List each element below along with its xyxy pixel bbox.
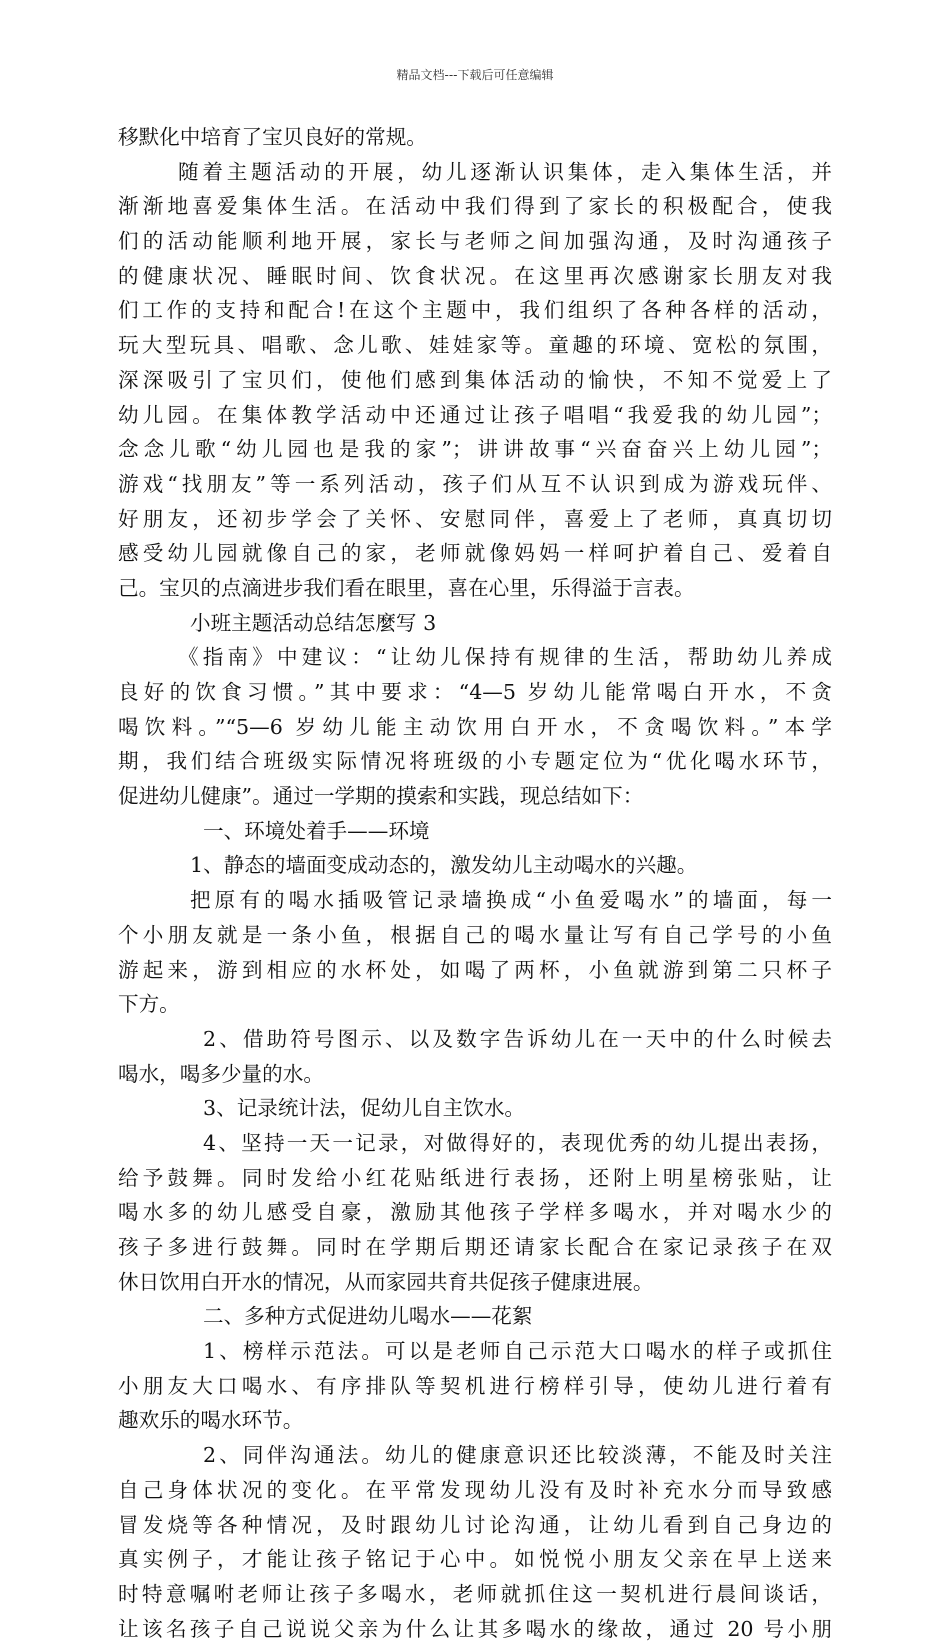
text-line: 给予鼓舞。同时发给小红花贴纸进行表扬，还附上明星榜张贴，让: [118, 1165, 832, 1190]
text-line: 让该名孩子自己说说父亲为什么让其多喝水的缘故，通过 20 号小朋: [118, 1616, 832, 1641]
text-line: 3、记录统计法，促幼儿自主饮水。: [203, 1096, 526, 1121]
text-line: 的健康状况、睡眠时间、饮食状况。在这里再次感谢家长朋友对我: [118, 263, 832, 288]
text-line: 喝水，喝多少量的水。: [118, 1061, 324, 1086]
text-line: 4、坚持一天一记录，对做得好的，表现优秀的幼儿提出表扬，: [203, 1130, 832, 1155]
text-line: 喝饮料。”“5—6 岁幼儿能主动饮用白开水，不贪喝饮料。”本学: [118, 714, 832, 739]
text-line: 小朋友大口喝水、有序排队等契机进行榜样引导，使幼儿进行着有: [118, 1373, 832, 1398]
text-line: 感受幼儿园就像自己的家，老师就像妈妈一样呵护着自己、爱着自: [118, 541, 832, 566]
text-line: 己。宝贝的点滴进步我们看在眼里，喜在心里，乐得溢于言表。: [118, 575, 695, 600]
text-line: 孩子多进行鼓舞。同时在学期后期还请家长配合在家记录孩子在双: [118, 1235, 832, 1259]
text-line: 喝水多的幼儿感受自豪，激励其他孩子学样多喝水，并对喝水少的: [118, 1200, 832, 1225]
text-line: 真实例子，才能让孩子铭记于心中。如悦悦小朋友父亲在早上送来: [118, 1547, 832, 1572]
text-line: 1、榜样示范法。可以是老师自己示范大口喝水的样子或抓住: [203, 1339, 832, 1364]
text-line: 们的活动能顺利地开展，家长与老师之间加强沟通，及时沟通孩子: [118, 229, 832, 254]
text-line: 好朋友，还初步学会了关怀、安慰同伴，喜爱上了老师，真真切切: [118, 506, 832, 531]
text-line: 时特意嘱咐老师让孩子多喝水，老师就抓住这一契机进行晨间谈话，: [118, 1581, 832, 1606]
section-heading: 二、多种方式促进幼儿喝水——花絮: [203, 1304, 533, 1329]
section-title: 小班主题活动总结怎麼写 3: [190, 610, 437, 635]
text-line: 移默化中培育了宝贝良好的常规。: [118, 125, 427, 149]
text-line: 游戏“找朋友”等一系列活动，孩子们从互不认识到成为游戏玩伴、: [118, 471, 832, 496]
text-line: 1、静态的墙面变成动态的，激发幼儿主动喝水的兴趣。: [190, 853, 698, 878]
text-line: 促进幼儿健康”。通过一学期的摸索和实践，现总结如下：: [118, 784, 644, 809]
page-header: 精品文档---下载后可任意编辑: [396, 68, 554, 82]
text-line: 良好的饮食习惯。”其中要求：“4—5 岁幼儿能常喝白开水，不贪: [118, 680, 832, 704]
text-line: 把原有的喝水插吸管记录墙换成“小鱼爱喝水”的墙面，每一: [190, 888, 832, 913]
text-line: 2、借助符号图示、以及数字告诉幼儿在一天中的什么时候去: [203, 1026, 832, 1051]
text-line: 念念儿歌“幼儿园也是我的家”；讲讲故事“兴奋奋兴上幼儿园”；: [118, 437, 832, 462]
text-line: 随着主题活动的开展，幼儿逐渐认识集体，走入集体生活，并: [178, 159, 832, 184]
text-line: 趣欢乐的喝水环节。: [118, 1408, 304, 1433]
text-line: 玩大型玩具、唱歌、念儿歌、娃娃家等。童趣的环境、宽松的氛围，: [118, 333, 832, 358]
text-line: 休日饮用白开水的情况，从而家园共育共促孩子健康进展。: [118, 1269, 654, 1294]
text-line: 2、同伴沟通法。幼儿的健康意识还比较淡薄，不能及时关注: [203, 1443, 832, 1468]
text-line: 自己身体状况的变化。在平常发现幼儿没有及时补充水分而导致感: [118, 1477, 832, 1502]
text-line: 个小朋友就是一条小鱼，根据自己的喝水量让写有自己学号的小鱼: [118, 922, 832, 947]
text-line: 游起来，游到相应的水杯处，如喝了两杯，小鱼就游到第二只杯子: [118, 957, 832, 982]
text-line: 期，我们结合班级实际情况将班级的小专题定位为“优化喝水环节，: [118, 749, 832, 774]
text-line: 幼儿园。在集体教学活动中还通过让孩子唱唱“我爱我的幼儿园”；: [118, 402, 832, 427]
document-body: [118, 120, 832, 1646]
text-line: 们工作的支持和配合!在这个主题中，我们组织了各种各样的活动，: [118, 298, 832, 323]
text-line: 《指南》中建议：“让幼儿保持有规律的生活，帮助幼儿养成: [178, 645, 832, 670]
section-heading: 一、环境处着手——环境: [203, 818, 430, 843]
text-line: 冒发烧等各种情况，及时跟幼儿讨论沟通，让幼儿看到自己身边的: [118, 1512, 832, 1537]
text-line: 下方。: [118, 992, 180, 1017]
text-line: 深深吸引了宝贝们，使他们感到集体活动的愉快，不知不觉爱上了: [118, 367, 832, 392]
text-line: 渐渐地喜爱集体生活。在活动中我们得到了家长的积极配合，使我: [118, 194, 832, 219]
